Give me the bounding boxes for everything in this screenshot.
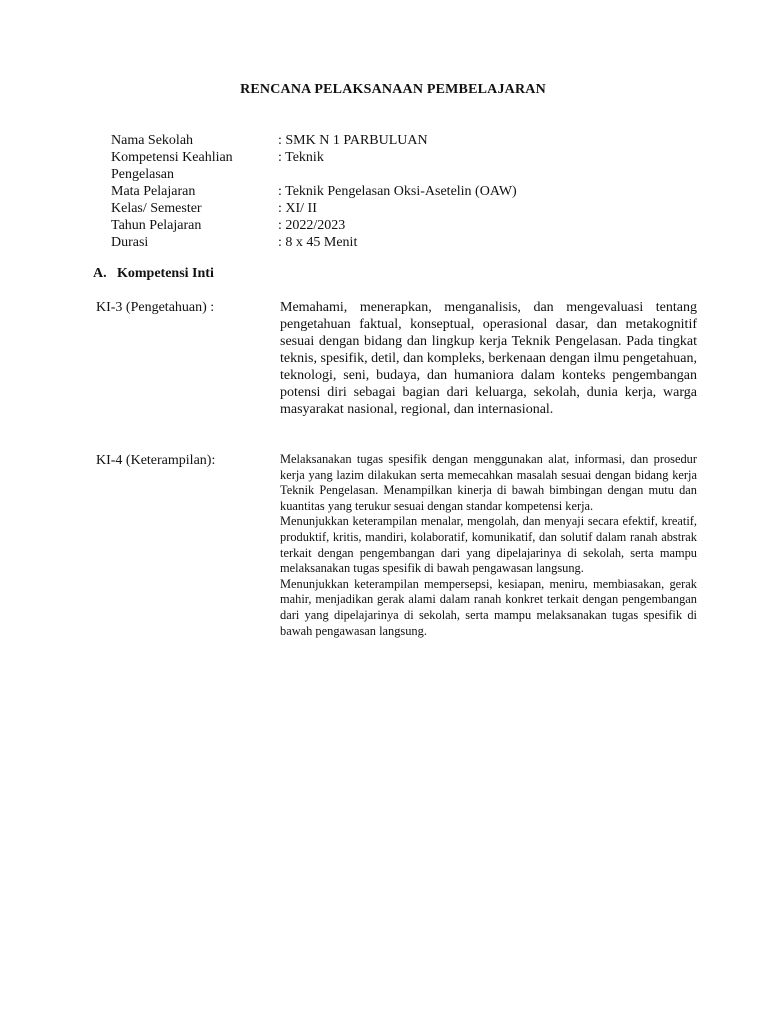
info-label: Kompetensi Keahlian Pengelasan: [111, 150, 233, 182]
info-value: : Teknik Pengelasan Oksi-Asetelin (OAW): [278, 184, 517, 199]
info-value: : 2022/2023: [278, 218, 346, 233]
info-label: Tahun Pelajaran: [111, 218, 202, 233]
info-value: : Teknik: [278, 150, 324, 165]
info-label: Nama Sekolah: [111, 133, 194, 148]
section-title: Kompetensi Inti: [117, 266, 214, 281]
ki3-label: KI-3 (Pengetahuan) :: [96, 300, 215, 315]
ki4-paragraph: Menunjukkan keterampilan menalar, mengolah, dan menyaji secara efektif, kreatif, produktif, kritis, mandiri, kolaboratif, komunikatif, dan solutif dalam ranah abstrak terkait dengan pengembangan dari yang dipelajarinya di sekolah, serta mampu melaksanakan tugas spesifik di bawah pengawasan langsung.: [280, 514, 697, 576]
section-heading: [93, 266, 214, 282]
ki4-paragraph: Menunjukkan keterampilan mempersepsi, kesiapan, meniru, membiasakan, gerak mahir, menjadikan gerak alami dalam ranah konkret terkait dengan pengembangan dari yang dipelajarinya di sekolah, serta mampu melaksanakan tugas spesifik di bawah pengawasan langsung.: [280, 576, 697, 638]
ki4-label: KI-4 (Keterampilan):: [96, 453, 216, 468]
info-value: : XI/ II: [278, 201, 317, 216]
document-title: RENCANA PELAKSANAAN PEMBELAJARAN: [240, 82, 546, 97]
ki4-text-block: [280, 452, 697, 639]
info-value: : 8 x 45 Menit: [278, 235, 358, 250]
ki3-text: Memahami, menerapkan, menganalisis, dan mengevaluasi tentang pengetahuan faktual, konseptual, operasional dasar, dan metakognitif sesuai dengan bidang dan lingkup kerja Teknik Pengelasan. Pada tingkat teknis, spesifik, detil, dan kompleks, berkenaan dengan ilmu pengetahuan, teknologi, seni, budaya, dan humaniora dalam konteks pengembangan potensi diri sebagai bagian dari keluarga, sekolah, dunia kerja, warga masyarakat nasional, regional, dan internasional.: [280, 300, 697, 417]
section-number: A.: [93, 266, 107, 281]
info-label: Durasi: [111, 235, 149, 250]
info-label: Mata Pelajaran: [111, 184, 196, 199]
info-value: : SMK N 1 PARBULUAN: [278, 133, 428, 148]
info-label: Kelas/ Semester: [111, 201, 202, 216]
ki4-paragraph: Melaksanakan tugas spesifik dengan menggunakan alat, informasi, dan prosedur kerja yang lazim dilakukan serta memecahkan masalah sesuai dengan bidang kerja Teknik Pengelasan. Menampilkan kinerja di bawah bimbingan dengan mutu dan kuantitas yang terukur sesuai dengan standar kompetensi kerja.: [280, 452, 697, 513]
